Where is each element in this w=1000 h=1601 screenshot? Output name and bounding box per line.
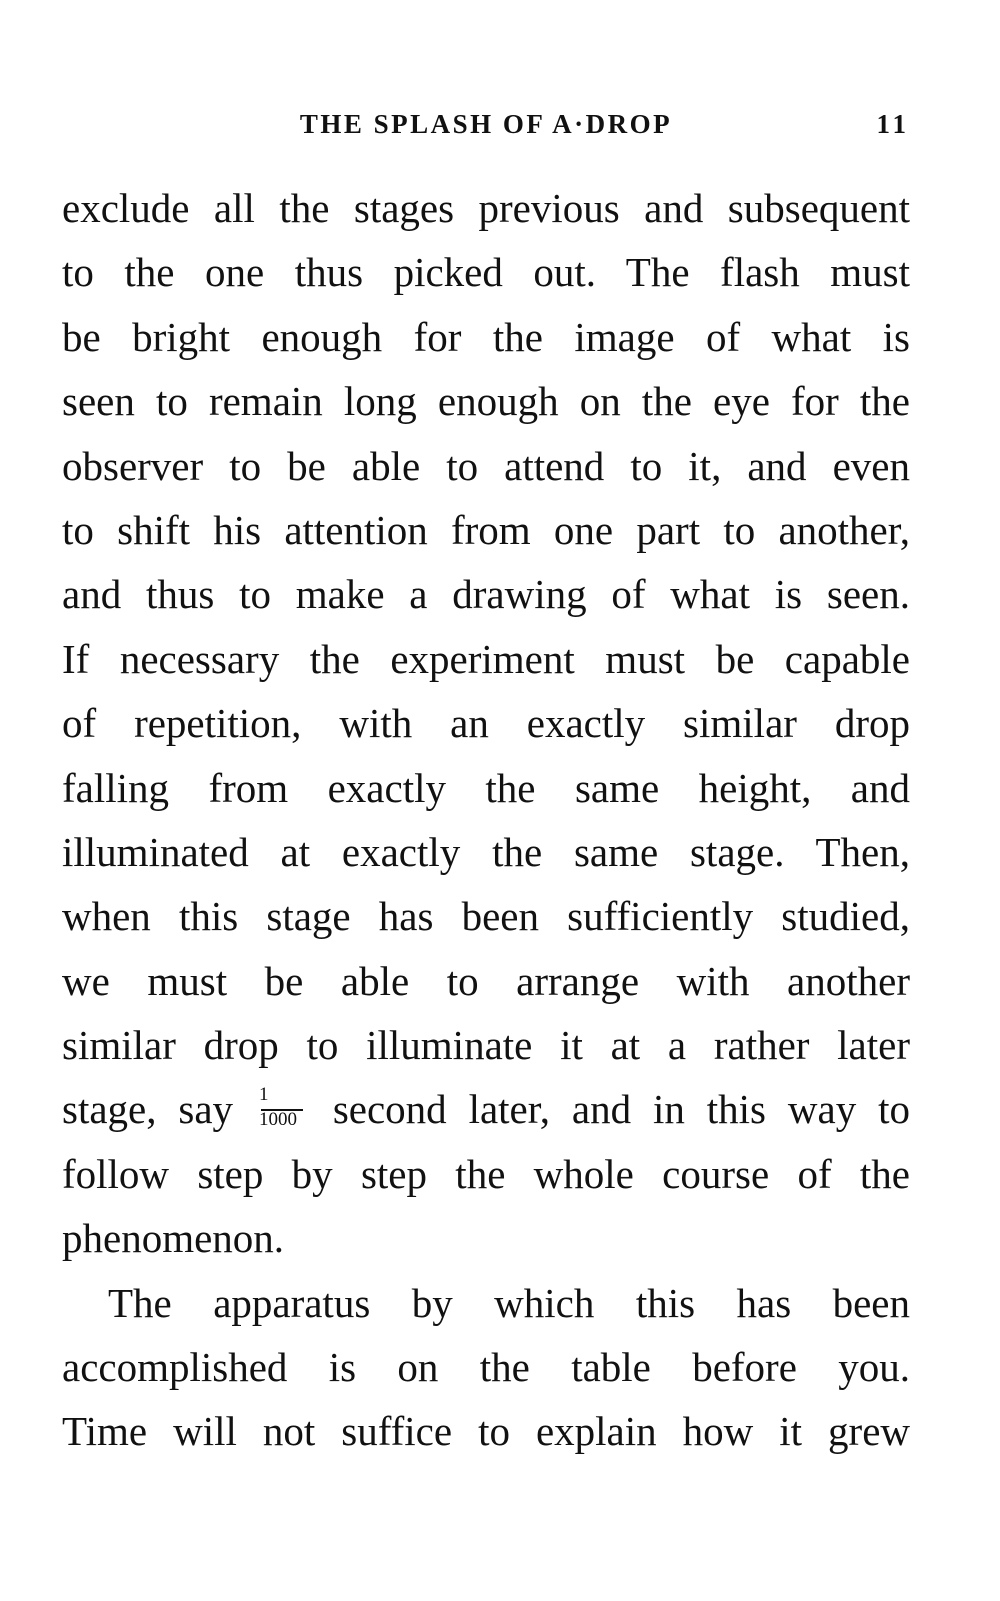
text-line: when this stage has been sufficiently studied, [62,893,910,940]
fraction-numerator: 1 [258,1084,269,1106]
text-line: If necessary the experiment must be capable [62,635,910,682]
text-line: of repetition, with an exactly similar drop [62,700,910,747]
fraction-line-after: second later, and in this way to [332,1086,910,1133]
paragraph-2-line: The apparatus by which this has been [108,1279,910,1326]
text-line: and thus to make a drawing of what is seen. [62,571,910,618]
paragraph-2-line: accomplished is on the table before you. [62,1344,910,1391]
fraction-line-before: stage, say [62,1086,234,1133]
running-head [60,104,912,144]
body-text [62,176,910,1464]
text-line: be bright enough for the image of what is [62,313,910,360]
text-line-paragraph-end: phenomenon. [62,1215,285,1262]
text-line: exclude all the stages previous and subsequent [62,185,910,231]
text-line: falling from exactly the same height, and [62,764,910,811]
text-line: illuminated at exactly the same stage. Then, [62,828,910,875]
text-line-with-fraction [62,1077,910,1141]
text-line: similar drop to illuminate it at a rather later [62,1022,910,1069]
fraction-denominator: 1000 [258,1109,297,1131]
text-line: observer to be able to attend to it, and even [62,442,910,489]
running-title: THE SPLASH OF A·DROP [299,109,673,139]
text-line: follow step by step the whole course of the [62,1150,910,1197]
paragraph-2-line: Time will not suffice to explain how it grew [62,1408,910,1455]
text-line: to shift his attention from one part to another, [62,506,910,553]
fraction [258,1084,305,1131]
page-number: 11 [876,109,910,139]
text-line: to the one thus picked out. The flash must [62,249,910,296]
text-line: seen to remain long enough on the eye for the [62,378,910,425]
text-line: we must be able to arrange with another [62,957,910,1004]
